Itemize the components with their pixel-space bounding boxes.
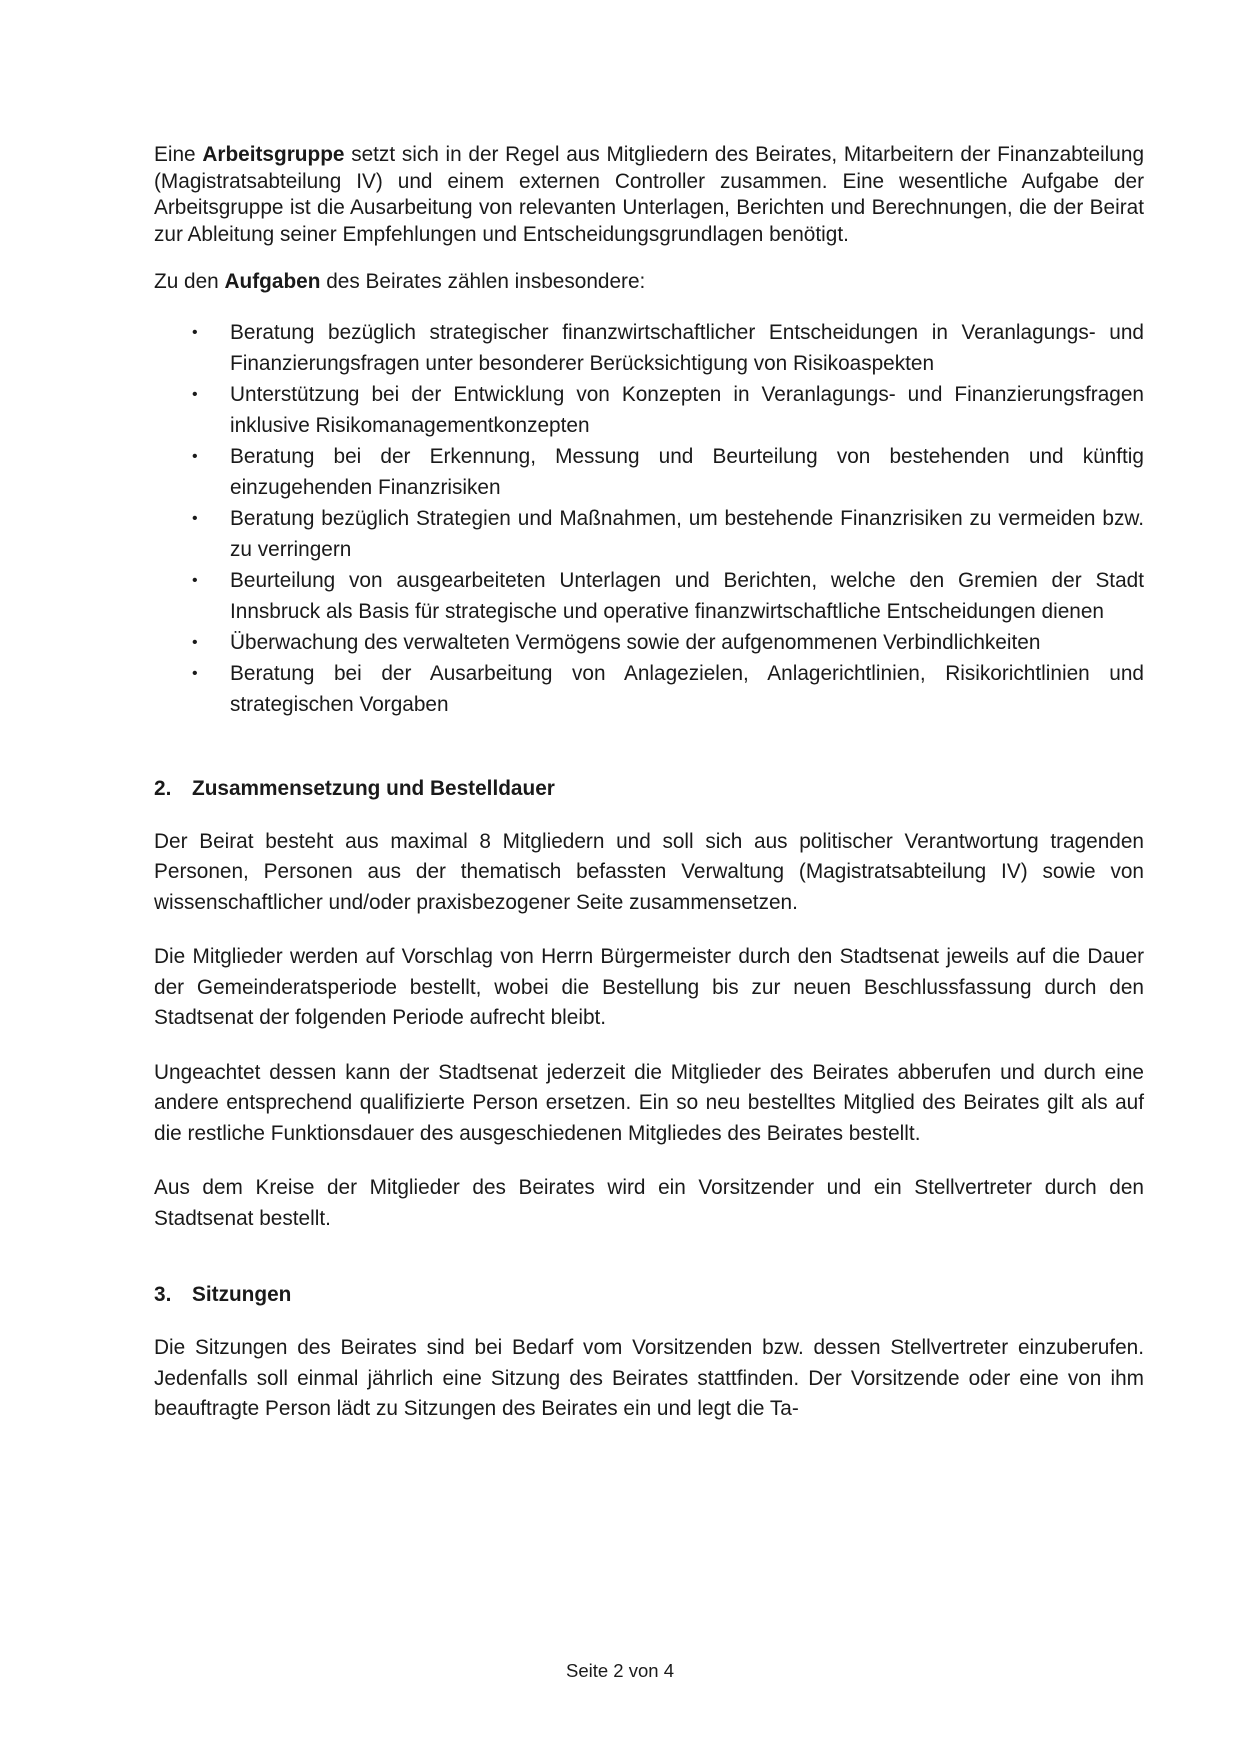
intro-text: setzt sich in der Regel aus Mitgliedern des Beirates, Mitarbeitern der Finanzabteilung (Magistratsabteilung IV) und einem externen Controller zusammen. Eine wesentliche Aufgabe der Arbeitsgruppe ist die Ausarbeitung von relevanten Unterlagen, Berichten und Berechnungen, die der Beirat zur Ableitung seiner Empfehlungen und Entscheidungsgrundlagen benötigt. <box>154 143 1145 246</box>
tasks-list <box>154 317 1144 720</box>
document-page <box>154 142 1144 1425</box>
section-number: 2. <box>154 776 172 800</box>
body-paragraph: Der Beirat besteht aus maximal 8 Mitgliedern und soll sich aus politischer Verantwortung tragenden Personen, Personen aus der thematisch befassten Verwaltung (Magistratsabteilung IV) sowie von wissenschaftlicher und/oder praxisbezogener Seite zusammensetzen. <box>154 829 1144 914</box>
section-number: 3. <box>154 1283 172 1306</box>
bullet-icon: • <box>192 323 198 341</box>
section-heading <box>154 1282 1144 1308</box>
tasks-intro-bold: Aufgaben <box>224 270 321 293</box>
bullet-icon: • <box>192 385 198 403</box>
tasks-intro <box>154 269 1144 296</box>
section-title: Sitzungen <box>192 1283 292 1306</box>
page-number: Seite 2 von 4 <box>566 1660 674 1681</box>
section-heading <box>154 776 1144 802</box>
task-text: Überwachung des verwalteten Vermögens sowie der aufgenommenen Verbindlichkeiten <box>230 630 1041 654</box>
task-list-item <box>154 317 1144 379</box>
task-list-item <box>154 441 1144 503</box>
section-3-body <box>154 1333 1144 1425</box>
task-text: Beurteilung von ausgearbeiteten Unterlagen und Berichten, welche den Gremien der Stadt Innsbruck als Basis für strategische und operative finanzwirtschaftliche Entscheidungen dienen <box>230 568 1144 623</box>
bullet-icon: • <box>192 571 198 589</box>
bullet-icon: • <box>192 664 198 682</box>
task-text: Beratung bezüglich strategischer finanzwirtschaftlicher Entscheidungen in Veranlagungs- und Finanzierungsfragen unter besonderer Berücksichtigung von Risikoaspekten <box>230 320 1144 375</box>
bullet-icon: • <box>192 633 198 651</box>
task-list-item <box>154 658 1144 720</box>
task-text: Beratung bezüglich Strategien und Maßnahmen, um bestehende Finanzrisiken zu vermeiden bzw. zu verringern <box>230 506 1144 561</box>
task-text: Unterstützung bei der Entwicklung von Konzepten in Veranlagungs- und Finanzierungsfragen inklusive Risikomanagementkonzepten <box>230 382 1144 437</box>
task-list-item <box>154 565 1144 627</box>
task-list-item <box>154 379 1144 441</box>
intro-bold-term: Arbeitsgruppe <box>202 143 345 166</box>
body-paragraph: Aus dem Kreise der Mitglieder des Beirates wird ein Vorsitzender und ein Stellvertreter durch den Stadtsenat bestellt. <box>154 1176 1144 1230</box>
tasks-intro-text: des Beirates zählen insbesondere: <box>320 270 646 293</box>
intro-text: Eine <box>154 143 203 166</box>
bullet-icon: • <box>192 509 198 527</box>
task-text: Beratung bei der Erkennung, Messung und Beurteilung von bestehenden und künftig einzugehenden Finanzrisiken <box>230 444 1144 499</box>
section-title: Zusammensetzung und Bestelldauer <box>192 776 555 800</box>
intro-paragraph <box>154 142 1144 248</box>
task-text: Beratung bei der Ausarbeitung von Anlagezielen, Anlagerichtlinien, Risikorichtlinien und strategischen Vorgaben <box>230 661 1144 716</box>
body-paragraph: Die Mitglieder werden auf Vorschlag von Herrn Bürgermeister durch den Stadtsenat jeweils auf die Dauer der Gemeinderatsperiode bestellt, wobei die Bestellung bis zur neuen Beschlussfassung durch den Stadtsenat der folgenden Periode aufrecht bleibt. <box>154 945 1144 1029</box>
body-paragraph: Ungeachtet dessen kann der Stadtsenat jederzeit die Mitglieder des Beirates abberufen und durch eine andere entsprechend qualifizierte Person ersetzen. Ein so neu bestelltes Mitglied des Beirates gilt als auf die restliche Funktionsdauer des ausgeschiedenen Mitgliedes des Beirates bestellt. <box>154 1060 1144 1145</box>
task-list-item <box>154 627 1144 658</box>
section-2-body <box>154 827 1144 1235</box>
page-footer <box>0 1660 1240 1682</box>
task-list-item <box>154 503 1144 565</box>
body-paragraph: Die Sitzungen des Beirates sind bei Bedarf vom Vorsitzenden bzw. dessen Stellvertreter einzuberufen. Jedenfalls soll einmal jährlich eine Sitzung des Beirates stattfinden. Der Vorsitzende oder eine von ihm beauftragte Person lädt zu Sitzungen des Beirates ein und legt die Ta- <box>154 1336 1144 1420</box>
tasks-intro-text: Zu den <box>154 270 225 293</box>
bullet-icon: • <box>192 447 198 465</box>
